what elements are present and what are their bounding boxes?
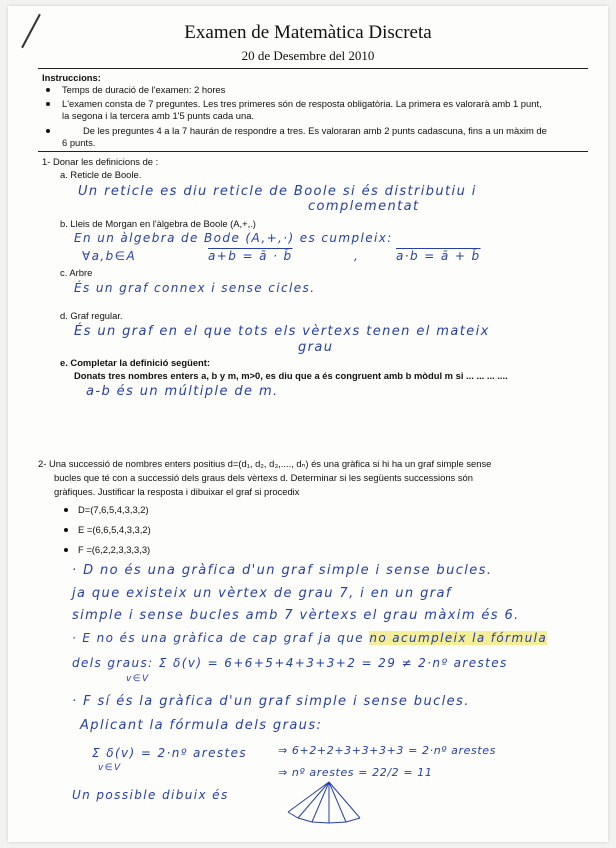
exam-page	[8, 6, 608, 842]
q1b-answer: En un àlgebra de Bode (A,+,·) es cumpleix:	[74, 231, 393, 245]
bullet	[64, 528, 68, 532]
instruction-item: Temps de duració de l'examen: 2 hores	[62, 84, 226, 95]
instructions-heading: Instruccions:	[42, 72, 101, 83]
q1b-law2: a·b = ā + b̄	[396, 249, 481, 263]
q1d-answer: grau	[298, 340, 334, 355]
q1d-answer: És un graf en el que tots els vèrtexs tenen el mateix	[74, 324, 490, 339]
q1a-answer: Un reticle es diu reticle de Boole si és distributiu i	[78, 184, 477, 199]
instruction-item: L'examen consta de 7 preguntes. Les tres primeres són de resposta obligatòria. La primera es valorarà amb 1 punt,	[62, 98, 542, 109]
q1b-law1: a+b = ā · b̄	[208, 249, 293, 263]
sequence-f: F =(6,2,2,3,3,3,3)	[78, 544, 151, 555]
graph-drawing	[284, 778, 374, 826]
q2-answer-e-formula: dels graus: Σ δ(v) = 6+6+5+4+3+3+2 = 29 ≠ 2·nº arestes	[72, 656, 508, 670]
bullet	[46, 88, 50, 92]
q2-degree-formula: Σ δ(v) = 2·nº arestes	[92, 746, 248, 760]
q1b-separator: ,	[354, 249, 360, 263]
q2-answer-d: · D no és una gràfica d'un graf simple i sense bucles.	[72, 563, 493, 578]
bullet	[64, 548, 68, 552]
instruction-item: 6 punts.	[62, 137, 96, 148]
q2-answer-d: simple i sense bucles amb 7 vèrtexs el grau màxim és 6.	[72, 608, 520, 623]
sequence-e: E =(6,6,5,4,3,3,2)	[78, 524, 151, 535]
q1b-label: b. Lleis de Morgan en l'àlgebra de Boole (A,+,.)	[60, 218, 256, 229]
exam-date: 20 de Desembre del 2010	[241, 48, 375, 63]
bullet	[46, 129, 50, 133]
q1c-label: c. Arbre	[60, 267, 93, 278]
q2-intro: 2- Una successió de nombres enters positius d=(d₁, d₂, d₃,...., dₙ) és una gràfica si hi ha un graf simple sense	[38, 458, 492, 469]
sum-subscript: v∈V	[126, 674, 150, 684]
q1e-answer: a-b és un múltiple de m.	[86, 384, 279, 399]
q1-heading: 1- Donar les definicions de :	[42, 156, 159, 167]
q2-answer-f: Aplicant la fórmula dels graus:	[80, 718, 323, 733]
bullet	[46, 102, 50, 106]
exam-title: Examen de Matemàtica Discreta	[184, 22, 432, 43]
q2-answer-f: · F sí és la gràfica d'un graf simple i sense bucles.	[72, 694, 470, 709]
sum-subscript: v∈V	[98, 763, 122, 773]
q2-intro: bucles que té con a successió dels graus dels vèrtexs d. Determinar si les següents successions són	[54, 472, 473, 483]
instruction-item: la segona i la tercera amb 1'5 punts cada una.	[62, 110, 255, 121]
highlighted-text: no acumpleix la fórmula	[369, 631, 548, 645]
sequence-d: D=(7,6,5,4,3,3,2)	[78, 504, 149, 515]
instructions-rule	[38, 151, 588, 152]
q2-calc-2: ⇒ nº arestes = 22/2 = 11	[278, 766, 433, 779]
bullet	[64, 508, 68, 512]
q2-answer-e: · E no és una gràfica de cap graf ja que no acumpleix la fórmula	[72, 631, 548, 645]
instruction-item: De les preguntes 4 a la 7 haurán de respondre a tres. Es valoraran amb 2 punts cadascuna, fins a un màxim de	[83, 125, 547, 136]
q1a-label: a. Reticle de Boole.	[60, 169, 142, 180]
q1e-label: e. Completar la definició següent:	[60, 357, 211, 368]
q2-intro: gràfiques. Justificar la resposta i dibuixar el graf si procedix	[54, 486, 300, 497]
q2-answer-d: ja que existeix un vèrtex de grau 7, i en un graf	[72, 586, 452, 601]
q1b-quantifier: ∀a,b∈A	[82, 249, 137, 263]
header-rule	[38, 68, 588, 69]
drawing-caption: Un possible dibuix és	[72, 788, 229, 802]
q1e-prompt: Donats tres nombres enters a, b y m, m>0, es diu que a és congruent amb b mòdul m si ... ... ... ....	[74, 370, 508, 381]
q1d-label: d. Graf regular.	[60, 310, 123, 321]
q2-calc-1: ⇒ 6+2+2+3+3+3+3 = 2·nº arestes	[278, 744, 496, 757]
q1c-answer: És un graf connex i sense cicles.	[74, 281, 316, 295]
q1a-answer: complementat	[308, 199, 420, 214]
